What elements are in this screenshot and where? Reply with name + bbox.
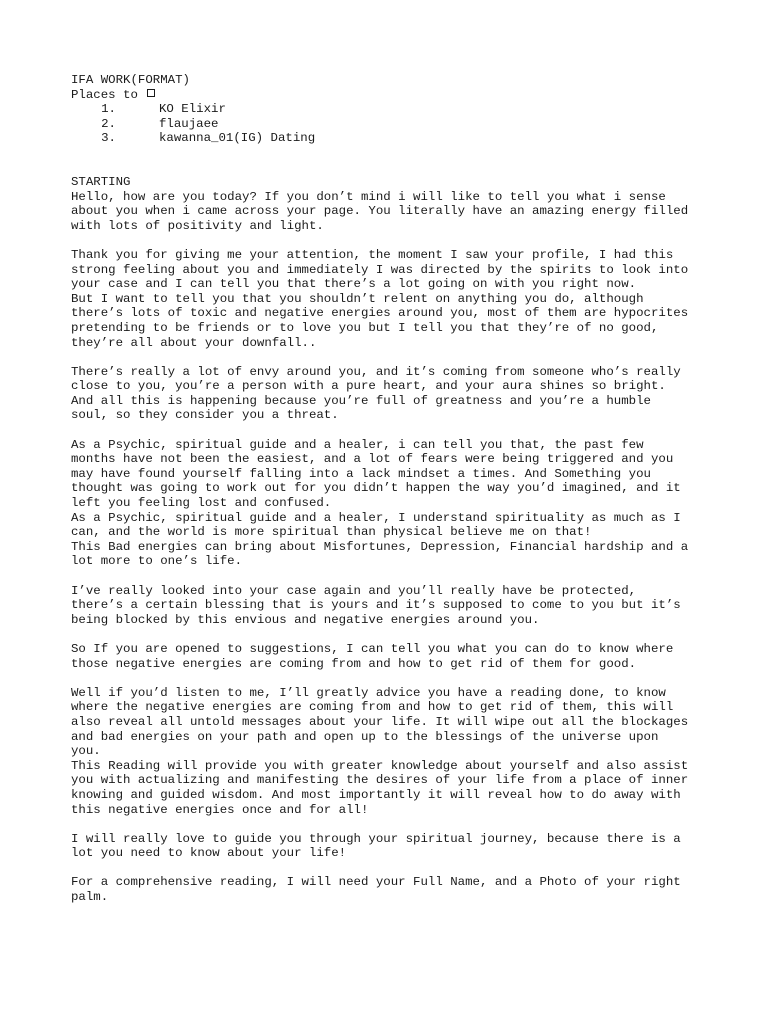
paragraph-line: lot you need to know about your life! (71, 846, 347, 861)
paragraph-line: this negative energies once and for all! (71, 802, 369, 817)
paragraph (71, 248, 768, 350)
paragraph-line: with lots of positivity and light. (71, 218, 324, 233)
paragraph-line: palm. (71, 890, 109, 905)
paragraph-line: There’s really a lot of envy around you, and it’s coming from someone who’s really (71, 364, 681, 379)
paragraph-line: I’ve really looked into your case again and you’ll really have be protected, (71, 583, 637, 598)
paragraph-line: they’re all about your downfall.. (71, 335, 317, 350)
list-item-number: 3. (101, 131, 116, 146)
paragraph (71, 438, 768, 569)
square-icon (147, 89, 155, 97)
list-item-text: flaujaee (159, 116, 219, 131)
paragraph-line: about you when i came across your page. You literally have an amazing energy filled (71, 204, 689, 219)
list-item (71, 117, 768, 132)
paragraph (71, 190, 768, 234)
document-title: IFA WORK(FORMAT) (71, 73, 190, 87)
paragraph-line: where the negative energies are coming from and how to get rid of them, this will (71, 700, 674, 715)
paragraph (71, 365, 768, 423)
paragraph-line: you with actualizing and manifesting the desires of your life from a place of inner (71, 773, 689, 788)
paragraph-line: Hello, how are you today? If you don’t mind i will like to tell you what i sense (71, 189, 666, 204)
places-label: Places to (71, 87, 138, 102)
paragraph (71, 875, 768, 904)
paragraph-line: This Bad energies can bring about Misfortunes, Depression, Financial hardship and a (71, 539, 689, 554)
paragraph-line: also reveal all untold messages about your life. It will wipe out all the blockages (71, 714, 689, 729)
paragraph-line: And all this is happening because you’re full of greatness and you’re a humble (71, 393, 651, 408)
section-heading: STARTING (71, 174, 131, 189)
paragraph-line: your case and I can tell you that there’s a lot going on with you right now. (71, 277, 637, 292)
paragraph-line: As a Psychic, spiritual guide and a healer, i can tell you that, the past few (71, 437, 644, 452)
paragraph-line: and bad energies on your path and open up to the blessings of the universe upon (71, 729, 659, 744)
places-list (71, 102, 768, 146)
paragraph-line: there’s lots of toxic and negative energies around you, most of them are hypocrites (71, 306, 689, 321)
paragraph (71, 584, 768, 628)
list-item-text: kawanna_01(IG) Dating (159, 131, 316, 146)
list-item-text: KO Elixir (159, 102, 226, 117)
paragraph-line: Thank you for giving me your attention, the moment I saw your profile, I had this (71, 247, 674, 262)
body-text (71, 190, 768, 905)
list-item (71, 131, 768, 146)
paragraph-line: can, and the world is more spiritual than physical believe me on that! (71, 525, 592, 540)
paragraph-line: strong feeling about you and immediately I was directed by the spirits to look into (71, 262, 689, 277)
paragraph (71, 642, 768, 671)
paragraph-line: left you feeling lost and confused. (71, 496, 332, 511)
paragraph-line: knowing and guided wisdom. And most importantly it will reveal how to do away with (71, 787, 681, 802)
paragraph-line: This Reading will provide you with greater knowledge about yourself and also assist (71, 758, 689, 773)
paragraph-line: those negative energies are coming from and how to get rid of them for good. (71, 656, 637, 671)
paragraph-line: months have not been the easiest, and a lot of fears were being triggered and you (71, 452, 674, 467)
paragraph (71, 686, 768, 817)
paragraph-line: I will really love to guide you through your spiritual journey, because there is a (71, 831, 681, 846)
paragraph-line: lot more to one’s life. (71, 554, 243, 569)
paragraph-line: Well if you’d listen to me, I’ll greatly advice you have a reading done, to know (71, 685, 666, 700)
list-item (71, 102, 768, 117)
list-item-number: 2. (101, 116, 116, 131)
paragraph-line: pretending to be friends or to love you but I tell you that they’re of no good, (71, 320, 659, 335)
paragraph-line: you. (71, 744, 101, 759)
paragraph-line: there’s a certain blessing that is yours and it’s supposed to come to you but it’s (71, 598, 681, 613)
paragraph-line: may have found yourself falling into a lack mindset a times. And Something you (71, 466, 651, 481)
paragraph-line: close to you, you’re a person with a pure heart, and your aura shines so bright. (71, 379, 666, 394)
paragraph-line: For a comprehensive reading, I will need your Full Name, and a Photo of your right (71, 875, 681, 890)
list-item-number: 1. (101, 102, 116, 117)
paragraph-line: thought was going to work out for you didn’t happen the way you’d imagined, and it (71, 481, 681, 496)
paragraph-line: So If you are opened to suggestions, I can tell you what you can do to know where (71, 641, 674, 656)
paragraph-line: But I want to tell you that you shouldn’t relent on anything you do, although (71, 291, 644, 306)
places-heading (71, 88, 768, 103)
paragraph-line: soul, so they consider you a threat. (71, 408, 339, 423)
paragraph (71, 832, 768, 861)
paragraph-line: being blocked by this envious and negative energies around you. (71, 612, 540, 627)
paragraph-line: As a Psychic, spiritual guide and a healer, I understand spirituality as much as I (71, 510, 681, 525)
